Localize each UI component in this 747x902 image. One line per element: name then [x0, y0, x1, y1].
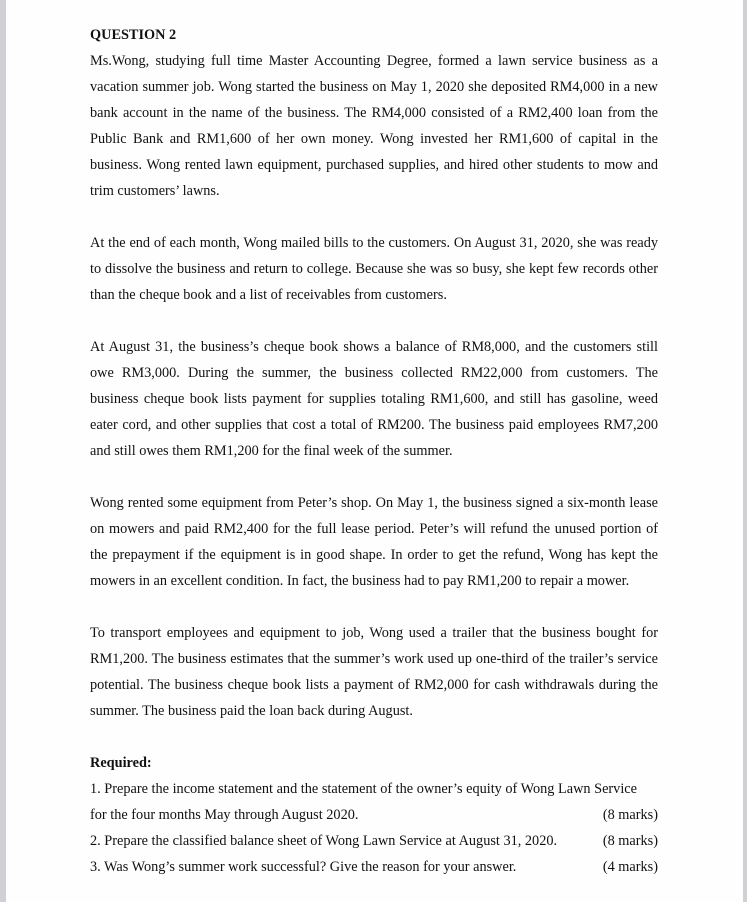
paragraph-trailer-and-withdrawals: To transport employees and equipment to job, Wong used a trailer that the business bought for RM1,200. The business estimates that the summer’s work used up one-third of the trailer’s service potential. The business cheque book lists a payment of RM2,000 for cash withdrawals during the summer. The business paid the loan back during August.: [90, 625, 658, 719]
paragraph-month-end-billing: At the end of each month, Wong mailed bills to the customers. On August 31, 2020, she was ready to dissolve the business and return to college. Because she was so busy, she kept few records other than the cheque book and a list of receivables from customers.: [90, 235, 658, 303]
question-1-text-line2: for the four months May through August 2020.: [90, 807, 359, 823]
paragraph-august-balances: At August 31, the business’s cheque book shows a balance of RM8,000, and the customers still owe RM3,000. During the summer, the business collected RM22,000 from customers. The business cheque book lists payment for supplies totaling RM1,600, and still has gasoline, weed eater cord, and other supplies that cost a total of RM200. The business paid employees RM7,200 and still owes them RM1,200 for the final week of the summer.: [90, 339, 658, 459]
paragraph-business-formation: Ms.Wong, studying full time Master Accounting Degree, formed a lawn service business as a vacation summer job. Wong started the business on May 1, 2020 she deposited RM4,000 in a new bank account in the name of the business. The RM4,000 consisted of a RM2,400 loan from the Public Bank and RM1,600 of her own money. Wong invested her RM1,600 of capital in the business. Wong rented lawn equipment, purchased supplies, and hired other students to mow and trim customers’ lawns.: [90, 53, 658, 199]
question-2: [90, 828, 658, 854]
question-1-marks: (8 marks): [602, 807, 658, 823]
required-heading: Required:: [90, 755, 152, 771]
question-1-continued: [90, 802, 658, 828]
question-1: [90, 776, 658, 802]
question-3: [90, 854, 658, 880]
question-2-text: 2. Prepare the classified balance sheet of Wong Lawn Service at August 31, 2020.: [90, 833, 558, 849]
paragraph-equipment-lease: Wong rented some equipment from Peter’s shop. On May 1, the business signed a six-month lease on mowers and paid RM2,400 for the full lease period. Peter’s will refund the unused portion of the prepayment if the equipment is in good shape. In order to get the refund, Wong has kept the mowers in an excellent condition. In fact, the business had to pay RM1,200 to repair a mower.: [90, 495, 658, 589]
page-right-margin: [743, 0, 747, 902]
question-3-marks: (4 marks): [602, 859, 658, 875]
document-content: [90, 22, 658, 880]
question-3-text: 3. Was Wong’s summer work successful? Give the reason for your answer.: [90, 859, 517, 875]
question-2-marks: (8 marks): [602, 833, 658, 849]
question-title: QUESTION 2: [90, 27, 177, 43]
page-left-margin: [0, 0, 6, 902]
question-1-text-line1: 1. Prepare the income statement and the statement of the owner’s equity of Wong Lawn Service: [90, 781, 637, 797]
